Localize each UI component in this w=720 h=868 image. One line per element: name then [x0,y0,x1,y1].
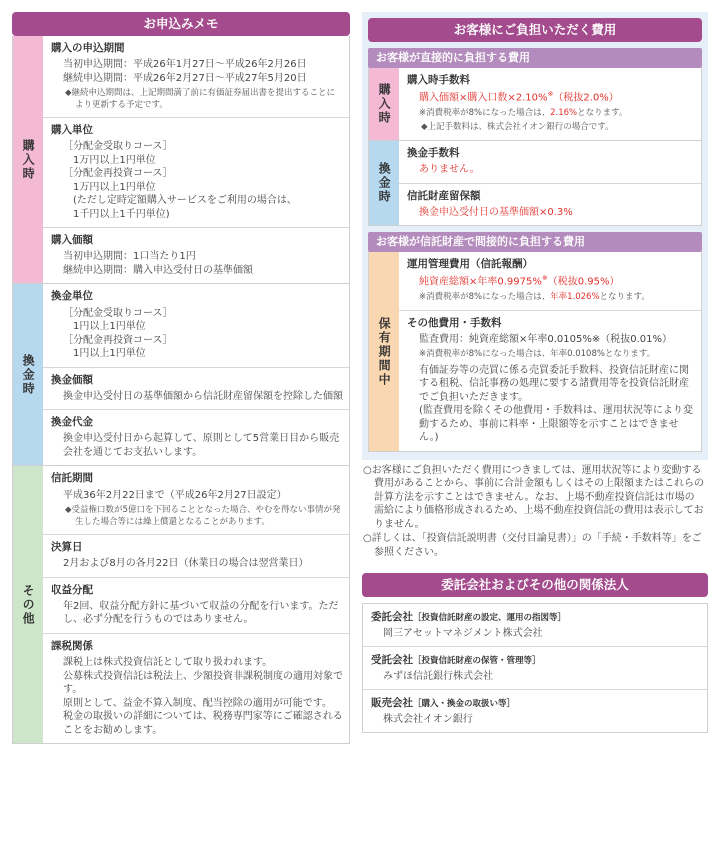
direct-redemption-side: 換金時 [369,141,399,225]
application-memo-header: お申込みメモ [12,12,350,36]
costs-header: お客様にご負担いただく費用 [368,18,702,42]
related-parties-box [362,603,708,733]
indirect-costs-subheader: お客様が信託財産で間接的に負担する費用 [368,232,702,252]
purchase-price-item: 購入価額 当初申込期間：1口当たり1円 継続申込期間：購入申込受付日の基準価額 [43,227,349,283]
distributor-company-item: 販売会社［購入・換金の取扱い等］ 株式会社イオン銀行 [363,689,707,732]
redemption-unit-item: 換金単位 ［分配金受取りコース］ 1円以上1円単位 ［分配金再投資コース］ 1円以上1円単位 [51,290,173,360]
trustee-company-item: 受託会社［投資信託財産の保管・管理等］ みずほ信託銀行株式会社 [363,646,707,689]
settlement-date-item: 決算日 2月および8月の各月22日（休業日の場合は翌営業日） [43,534,349,577]
trust-period-item: 信託期間 平成36年2月22日まで（平成26年2月27日設定） ◆受益権口数が5億口を下回ることとなった場合、やむを得ない事情が発生した場合等には繰上償還となることがあります。 [51,472,341,527]
purchase-period-item: 購入の申込期間 当初申込期間：平成26年1月27日〜平成26年2月26日 継続申込期間：平成26年2月27日〜平成27年5月20日 ◆継続申込期間は、上記期間満了前に有価証券届出書を提出することにより更新する予定です。 [51,42,336,110]
cost-remarks: ○お客様にご負担いただく費用につきましては、運用状況等により変動する費用があることから、事前に合計金額もしくはその上限額またはこれらの計算方法を示すことはできません。なお、上場不動産投資信託は市場の需給により価格形成されるため、上場不動産投資信託の費用は表示しておりません。 ○詳しくは、「投資信託説明書（交付目論見書）」の「手続・手数料等」をご参照ください。 [363,464,704,558]
costs-box [362,12,708,460]
purchase-section [12,36,350,284]
redemption-side-label: 換金時 [13,284,43,465]
direct-purchase-side: 購入時 [369,68,399,140]
redemption-proceeds-item: 換金代金 換金申込受付日から起算して、原則として5営業日目から販売会社を通じてお支払いします。 [43,409,349,465]
redemption-fee-item: 換金手数料 ありません。 [407,146,480,176]
application-memo-column [12,12,350,744]
direct-redemption-section [368,141,702,226]
direct-costs-subheader: お客様が直接的に負担する費用 [368,48,702,68]
management-fee-item: 運用管理費用（信託報酬） 純資産総額×年率0.9975%※（税抜0.95%） ※消費税率が8%になった場合は、年率1.026%となります。 [407,258,650,303]
indirect-section [368,252,702,452]
other-section [12,466,350,744]
taxation-item: 課税関係 課税上は株式投資信託として取り扱われます。 公募株式投資信託は税法上、少額投資非課税制度の適用対象です。 原則として、益金不算入制度、配当控除の適用が可能です。 税金の取扱いの詳細については、税務専門家等にご確認されることをお勧めします。 [43,633,349,743]
redemption-price-item: 換金価額 換金申込受付日の基準価額から信託財産留保額を控除した価額 [43,367,349,410]
purchase-unit-item: 購入単位 ［分配金受取りコース］ 1万円以上1円単位 ［分配金再投資コース］ 1万円以上1円単位 (ただし定時定額購入サービスをご利用の場合は、 1千円以上1千円単位) [43,117,349,227]
other-side-label: その他 [13,466,43,743]
purchase-fee-item: 購入時手数料 購入価額×購入口数×2.10%※（税抜2.0%） ※消費税率が8%になった場合は、2.16%となります。 ◆上記手数料は、株式会社イオン銀行の場合です。 [407,74,628,133]
redemption-section [12,284,350,466]
related-parties-header: 委託会社およびその他の関係法人 [362,573,708,597]
costs-column [362,12,708,733]
holding-period-side: 保有期間中 [369,252,399,451]
purchase-side-label: 購入時 [13,36,43,283]
direct-purchase-section [368,68,702,141]
other-fees-item: その他費用・手数料 監査費用：純資産総額×年率0.0105%※（税抜0.01%） ※消費税率が8%になった場合は、年率0.0108%となります。 有価証券等の売買に係る売買委託手数料、投資信託財産に関する租税、信託事務の処理に要する諸費用等を投資信託財産でご負担いただきます。 (監査費用を除くその他費用・手数料は、運用状況等により変動するため、事前に料率・上限額等を示すことはできません。) [399,310,701,451]
distribution-item: 収益分配 年2回、収益分配方針に基づいて収益の分配を行います。ただし、必ず分配を行うものではありません。 [43,577,349,633]
trustor-company-item: 委託会社［投資信託財産の設定、運用の指図等］ 岡三アセットマネジメント株式会社 [371,611,567,639]
trust-reserve-item: 信託財産留保額 換金申込受付日の基準価額×0.3% [399,183,701,226]
